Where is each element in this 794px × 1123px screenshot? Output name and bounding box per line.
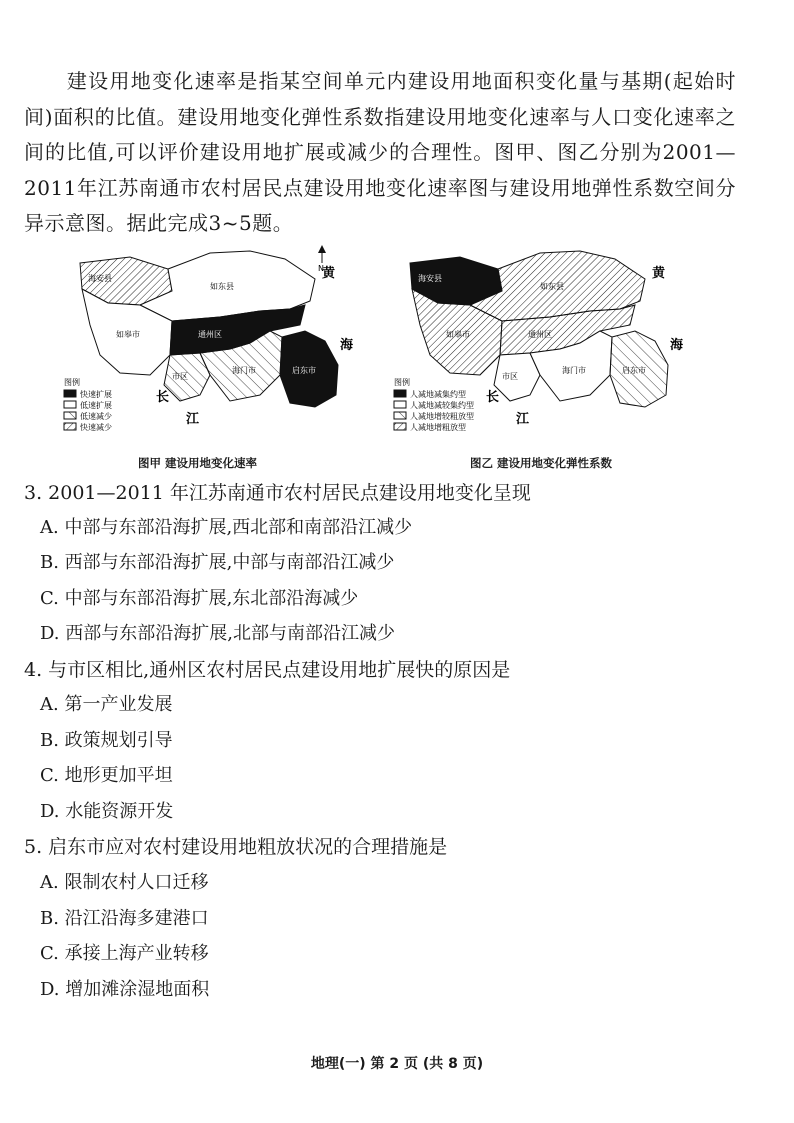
legend-a-1: 低速扩展 [80, 401, 112, 410]
label-b-haian: 海安县 [418, 274, 442, 283]
legend-b-2: 人减地增较粗放型 [410, 412, 474, 421]
figures [60, 245, 740, 475]
question-4-option-b[interactable]: B. 政策规划引导 [40, 730, 173, 751]
legend-title-a: 图例 [64, 378, 80, 387]
label-b-tongzhou: 通州区 [528, 330, 552, 339]
label-qidong: 启东市 [292, 366, 316, 375]
label-b-shiqu: 市区 [502, 372, 518, 381]
label-haian: 海安县 [88, 274, 112, 283]
legend-b-3: 人减地增粗放型 [410, 423, 466, 432]
legend-title-b: 图例 [394, 378, 410, 387]
legend-swatch-b-1 [394, 401, 406, 408]
map-figure-b [390, 245, 690, 445]
river-label-b-chang: 长 [486, 390, 500, 405]
north-arrow-icon [318, 245, 326, 263]
sea-label-b-hai: 海 [670, 338, 684, 353]
question-3-stem: 3. 2001—2011 年江苏南通市农村居民点建设用地变化呈现 [24, 482, 531, 504]
caption-figure-b: 图乙 建设用地变化弹性系数 [470, 456, 613, 470]
legend-a-0: 快速扩展 [80, 390, 112, 399]
map-b-svg [390, 245, 690, 445]
question-5-option-b[interactable]: B. 沿江沿海多建港口 [40, 908, 209, 929]
question-5-option-d[interactable]: D. 增加滩涂湿地面积 [40, 979, 210, 1000]
label-rugao: 如皋市 [116, 330, 140, 339]
intro-paragraph [24, 64, 736, 242]
question-4-option-a[interactable]: A. 第一产业发展 [40, 694, 173, 715]
map-a-svg [60, 245, 360, 445]
legend-a-3: 快速减少 [80, 423, 112, 432]
label-shiqu: 市区 [172, 372, 188, 381]
sea-label-huang: 黄 [322, 266, 336, 281]
label-tongzhou: 通州区 [198, 330, 222, 339]
legend-swatch-a-2 [64, 412, 76, 419]
river-label-jiang: 江 [186, 412, 200, 427]
river-label-b-jiang: 江 [516, 412, 530, 427]
label-b-qidong: 启东市 [622, 366, 646, 375]
sea-label-hai: 海 [340, 338, 354, 353]
north-label: N [318, 264, 324, 273]
legend-swatch-b-2 [394, 412, 406, 419]
caption-figure-a: 图甲 建设用地变化速率 [138, 456, 258, 470]
question-5-option-a[interactable]: A. 限制农村人口迁移 [40, 872, 209, 893]
legend-swatch-a-0 [64, 390, 76, 397]
question-3-option-b[interactable]: B. 西部与东部沿海扩展,中部与南部沿江减少 [40, 552, 395, 573]
question-5-option-c[interactable]: C. 承接上海产业转移 [40, 943, 209, 964]
legend-swatch-b-0 [394, 390, 406, 397]
legend-swatch-b-3 [394, 423, 406, 430]
question-4-option-c[interactable]: C. 地形更加平坦 [40, 765, 173, 786]
question-3-option-a[interactable]: A. 中部与东部沿海扩展,西北部和南部沿江减少 [40, 517, 413, 538]
legend-swatch-a-1 [64, 401, 76, 408]
legend-a-2: 低速减少 [80, 412, 112, 421]
sea-label-b-huang: 黄 [652, 266, 666, 281]
legend-b-0: 人减地减集约型 [410, 390, 466, 399]
map-figure-a [60, 245, 360, 445]
label-haimen: 海门市 [232, 366, 256, 375]
label-rudong: 如东县 [210, 282, 234, 291]
label-b-haimen: 海门市 [562, 366, 586, 375]
legend-b-1: 人减地减较集约型 [410, 401, 474, 410]
question-4-stem: 4. 与市区相比,通州区农村居民点建设用地扩展快的原因是 [24, 659, 511, 681]
page-footer: 地理(一) 第 2 页 (共 8 页) [310, 1056, 484, 1072]
intro-text: 建设用地变化速率是指某空间单元内建设用地面积变化量与基期(起始时间)面积的比值。建设用地变化弹性系数指建设用地变化速率与人口变化速率之间的比值,可以评价建设用地扩展或减少的合理性。图甲、图乙分别为2001—2011年江苏南通市农村居民点建设用地变化速率图与建设用地弹性系数空间分异示意图。据此完成3~5题。 [24, 69, 736, 235]
question-3-option-d[interactable]: D. 西部与东部沿海扩展,北部与南部沿江减少 [40, 623, 395, 644]
question-3-option-c[interactable]: C. 中部与东部沿海扩展,东北部沿海减少 [40, 588, 359, 609]
question-5-stem: 5. 启东市应对农村建设用地粗放状况的合理措施是 [24, 836, 448, 858]
river-label-chang: 长 [156, 390, 170, 405]
question-4-option-d[interactable]: D. 水能资源开发 [40, 801, 174, 822]
label-b-rudong: 如东县 [540, 282, 564, 291]
label-b-rugao: 如皋市 [446, 330, 470, 339]
legend-swatch-a-3 [64, 423, 76, 430]
